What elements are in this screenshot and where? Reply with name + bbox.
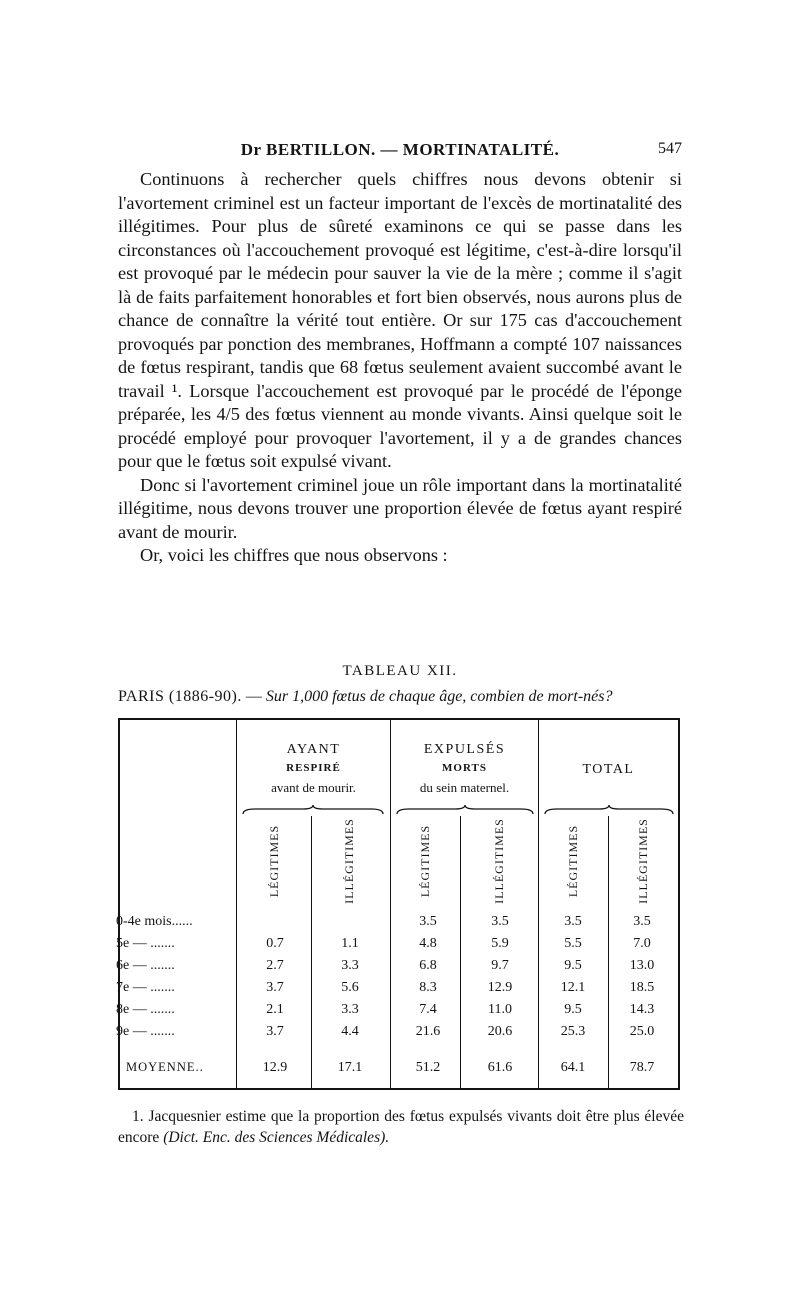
subhead-illegitimes: ILLÉGITIMES: [492, 818, 506, 904]
group-line: TOTAL: [582, 762, 635, 777]
table-cell: 5.6: [341, 980, 359, 995]
row-label: 6e — .......: [116, 958, 175, 973]
row-label: 8e — .......: [116, 1002, 175, 1017]
table-cell: 9.5: [564, 1002, 582, 1017]
table-cell: 3.7: [266, 980, 284, 995]
brace: [241, 804, 385, 816]
table-cell: 18.5: [629, 980, 655, 995]
table-cell: 61.6: [487, 1060, 513, 1075]
row-label: 0-4e mois......: [116, 914, 193, 929]
table-cell: 3.3: [341, 958, 359, 973]
group-line: MORTS: [442, 762, 487, 774]
table-cell: 4.4: [341, 1024, 359, 1039]
group-line: AYANT: [286, 742, 341, 757]
group-header-total: [539, 760, 678, 779]
header-title: Dr BERTILLON. — MORTINATALITÉ.: [240, 140, 560, 159]
table-cell: 3.5: [491, 914, 509, 929]
table-rule: [678, 718, 680, 1090]
group-header-expulses: [391, 740, 538, 797]
row-label: 9e — .......: [116, 1024, 175, 1039]
table-cell: 12.1: [560, 980, 586, 995]
row-label: 5e — .......: [116, 936, 175, 951]
group-line: avant de mourir.: [271, 780, 356, 795]
table-cell: 64.1: [560, 1060, 586, 1075]
paragraph: Donc si l'avortement criminel joue un rôle important dans la mortinatalité illégitime, nous devons trouver une proportion élevée de fœtus ayant respiré avant de mourir.: [118, 474, 682, 542]
table-cell: 2.7: [266, 958, 284, 973]
table-cell: 0.7: [266, 936, 284, 951]
footnote-paragraph: [118, 1106, 684, 1148]
row-label-average: MOYENNE..: [126, 1060, 204, 1074]
table-cell: 25.3: [560, 1024, 586, 1039]
table-cell: 13.0: [629, 958, 655, 973]
row-label: 7e — .......: [116, 980, 175, 995]
table-cell: 3.5: [633, 914, 651, 929]
subhead-legitimes: LÉGITIMES: [566, 824, 580, 898]
table-cell: 12.9: [262, 1060, 288, 1075]
table-rule: [460, 816, 461, 1088]
table-rule: [118, 718, 680, 720]
page-number: 547: [658, 140, 682, 157]
subhead-legitimes: LÉGITIMES: [418, 824, 432, 898]
group-line: du sein maternel.: [419, 780, 510, 795]
table-cell: 11.0: [488, 1002, 512, 1017]
table-cell: 2.1: [266, 1002, 284, 1017]
table-cell: 5.9: [491, 936, 509, 951]
group-line: RESPIRÉ: [286, 762, 341, 774]
table-title: TABLEAU XII.: [342, 663, 458, 679]
subhead-illegitimes: ILLÉGITIMES: [342, 818, 356, 904]
footnote-number: 1.: [132, 1108, 144, 1125]
caption-question: Sur 1,000 fœtus de chaque âge, combien de mort-nés?: [265, 688, 613, 705]
running-header: [118, 140, 682, 166]
table-rule: [608, 816, 609, 1088]
table-cell: 3.5: [419, 914, 437, 929]
table-cell: 7.0: [633, 936, 651, 951]
table-cell: 4.8: [419, 936, 437, 951]
brace: [543, 804, 675, 816]
group-header-respire: [237, 740, 390, 797]
paragraph: Or, voici les chiffres que nous observons :: [140, 545, 448, 565]
footnote-citation: (Dict. Enc. des Sciences Médicales).: [163, 1129, 390, 1146]
table-rule: [118, 1088, 680, 1090]
table-cell: 1.1: [341, 936, 359, 951]
table-cell: 12.9: [487, 980, 513, 995]
table-cell: 3.7: [266, 1024, 284, 1039]
table-cell: 9.5: [564, 958, 582, 973]
table-cell: 8.3: [419, 980, 437, 995]
body-text: [118, 168, 682, 568]
mortality-table: [118, 718, 680, 1092]
table-cell: 9.7: [491, 958, 509, 973]
table-rule: [311, 816, 312, 1088]
table-cell: 17.1: [337, 1060, 363, 1075]
subhead-legitimes: LÉGITIMES: [267, 824, 281, 898]
table-cell: 20.6: [487, 1024, 513, 1039]
table-cell: 51.2: [415, 1060, 441, 1075]
caption-dash: —: [245, 688, 262, 705]
table-cell: 3.3: [341, 1002, 359, 1017]
table-cell: 21.6: [415, 1024, 441, 1039]
footnote-text: Jacquesnier estime que la proportion des fœtus expulsés vivants doit être plus élevée encore: [118, 1108, 685, 1146]
table-cell: 14.3: [629, 1002, 655, 1017]
table-cell: 3.5: [564, 914, 582, 929]
table-caption: [118, 688, 698, 706]
paragraph: Continuons à rechercher quels chiffres nous devons obtenir si l'avortement criminel est un facteur important de l'excès de mortinatalité des illégitimes. Pour plus de sûreté examinons ce qui se passe dans les circonstances où l'accouchement provoqué est légitime, c'est-à-dire lorsqu'il est provoqué par le médecin pour sauver la vie de la mère ; comme il s'agit là de faits parfaitement honorables et fort bien observés, nous aurons plus de chance de connaître la vérité tout entière. Or sur 175 cas d'accouchement provoqués par ponction des membranes, Hoffmann a compté 107 naissances de fœtus respirant, tandis que 68 fœtus seulement avaient succombé avant le travail ¹. Lorsque l'accouchement est provoqué par le procédé de l'éponge préparée, les 4/5 des fœtus viennent au monde vivants. Ainsi quelque soit le procédé employé pour provoquer l'avortement, il y a de grandes chances pour que le fœtus soit expulsé vivant.: [118, 169, 682, 471]
group-line: EXPULSÉS: [423, 742, 506, 757]
table-cell: 78.7: [629, 1060, 655, 1075]
table-cell: 25.0: [629, 1024, 655, 1039]
footnote: [118, 1106, 684, 1148]
table-cell: 7.4: [419, 1002, 437, 1017]
table-cell: 5.5: [564, 936, 582, 951]
subhead-illegitimes: ILLÉGITIMES: [636, 818, 650, 904]
table-cell: 6.8: [419, 958, 437, 973]
caption-place: PARIS (1886-90).: [118, 688, 242, 705]
